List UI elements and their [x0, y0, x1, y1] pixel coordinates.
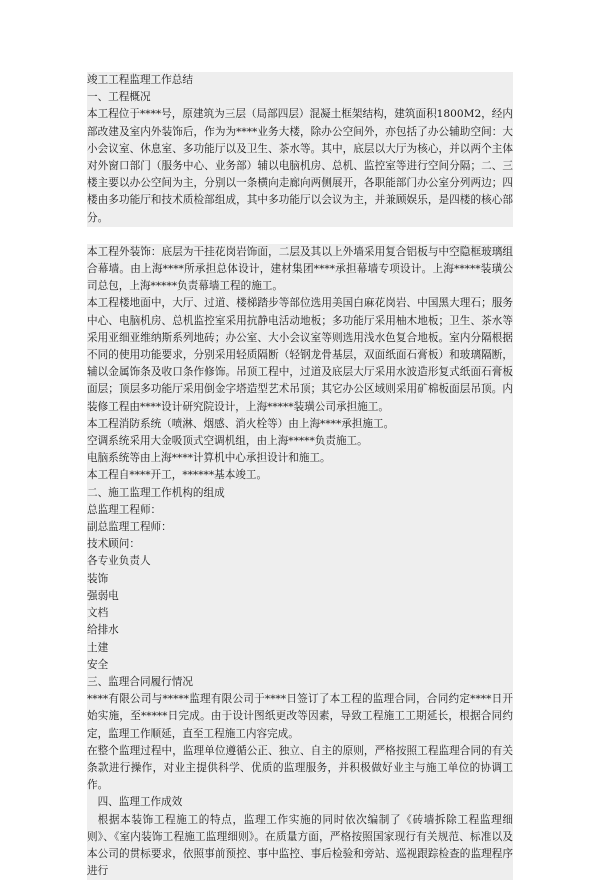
- section-block-overview: [87, 72, 513, 227]
- document-page: [87, 72, 513, 880]
- staff-line: 各专业负责人: [87, 555, 151, 568]
- paragraph-gap: [87, 227, 513, 244]
- staff-line: 总监理工程师：: [87, 503, 162, 516]
- results-paragraph-1: 根据本装饰工程施工的特点，监理工作实施的同时依次编制了《砖墙拆除工程监理细则》、《室内装饰工程施工监理细则》。在质量方面，严格按照国家现行有关规范、标准以及本公司的贯标要求，依照事前预控、事中监控、事后检验和旁站、巡视跟踪检查的监理程序进行: [87, 813, 513, 878]
- overview-paragraph-2: 本工程外装饰：底层为干挂花岗岩饰面，二层及其以上外墙采用复合铝板与中空隐框玻璃组合幕墙。由上海****所承担总体设计，建材集团****承担幕墙专项设计。上海*****装璜公司总包，上海*****负责幕墙工程的施工。: [87, 245, 513, 293]
- staff-line: 强弱电: [87, 589, 119, 602]
- contract-paragraph-1: ****有限公司与*****监理有限公司于****日签订了本工程的监理合同，合同约定****日开始实施，至*****日完成。由于设计图纸更改等因素，导致工程施工工期延长，根据合同约定，监理工作顺延，直至工程施工内容完成。: [87, 693, 513, 740]
- section-heading-4: 四、监理工作成效: [97, 796, 183, 809]
- overview-paragraph-3: 本工程楼地面中，大厅、过道、楼梯踏步等部位选用美国白麻花岗岩、中国黑大理石；服务中心、电脑机房、总机监控室采用抗静电活动地板；多功能厅采用柚木地板；卫生、茶水等采用亚细亚维纳斯系列地砖；办公室、大小会议室等则选用浅水色复合地板。室内分隔根据不同的使用功能要求，分别采用轻质隔断（轻钢龙骨基层，双面纸面石膏板）和玻璃隔断，辅以金属饰条及收口条作修饰。吊顶工程中，过道及底层大厅采用水波造形复式纸面石膏板面层；顶层多功能厅采用倒金字塔造型艺术吊顶；其它办公区域则采用矿棉板面层吊顶。内装修工程由****设计研究院设计，上海*****装璜公司承担施工。: [87, 297, 513, 413]
- overview-paragraph-1: 本工程位于****号，原建筑为三层（局部四层）混凝土框架结构，建筑面积1800M2，经内部改建及室内外装饰后，作为为****业务大楼，除办公空间外，亦包括了办公辅助空间：大小会议室、休息室、多功能厅以及卫生、茶水等。其中，底层以大厅为核心，并以两个主体对外窗口部门（服务中心、业务部）辅以电脑机房、总机、监控室等进行空间分隔；二、三楼主要以办公空间为主，分别以一条横向走廊向两侧展开，各职能部门办公室分列两边；四楼由多功能厅和技术质检部组成，其中多功能厅以会议为主，并兼顾娱乐，是四楼的核心部分。: [87, 108, 513, 224]
- staff-line: 装饰: [87, 572, 109, 585]
- overview-paragraph-6: 电脑系统等由上海****计算机中心承担设计和施工。: [87, 452, 331, 465]
- overview-paragraph-4: 本工程消防系统（喷淋、烟感、消火栓等）由上海****承担施工。: [87, 417, 395, 430]
- section-heading-1: 一、工程概况: [87, 91, 151, 104]
- section-block-details: [87, 244, 513, 880]
- contract-paragraph-2: 在整个监理过程中，监理单位遵循公正、独立、自主的原则，严格按照工程监理合同的有关条款进行操作，对业主提供科学、优质的监理服务，并积极做好业主与施工单位的协调工作。: [87, 744, 513, 792]
- section-heading-3: 三、监理合同履行情况: [87, 675, 193, 688]
- staff-line: 副总监理工程师：: [87, 521, 172, 534]
- overview-paragraph-5: 空调系统采用大金吸顶式空调机组，由上海*****负责施工。: [87, 435, 368, 448]
- staff-line: 给排水: [87, 624, 119, 637]
- section-heading-2: 二、施工监理工作机构的组成: [87, 486, 225, 499]
- overview-paragraph-7: 本工程自****开工，******基本竣工。: [87, 469, 268, 482]
- staff-line: 技术顾问：: [87, 538, 140, 551]
- staff-line: 安全: [87, 658, 109, 671]
- staff-line: 土建: [87, 641, 109, 654]
- document-title: 竣工工程监理工作总结: [87, 74, 193, 86]
- staff-line: 文档: [87, 607, 109, 620]
